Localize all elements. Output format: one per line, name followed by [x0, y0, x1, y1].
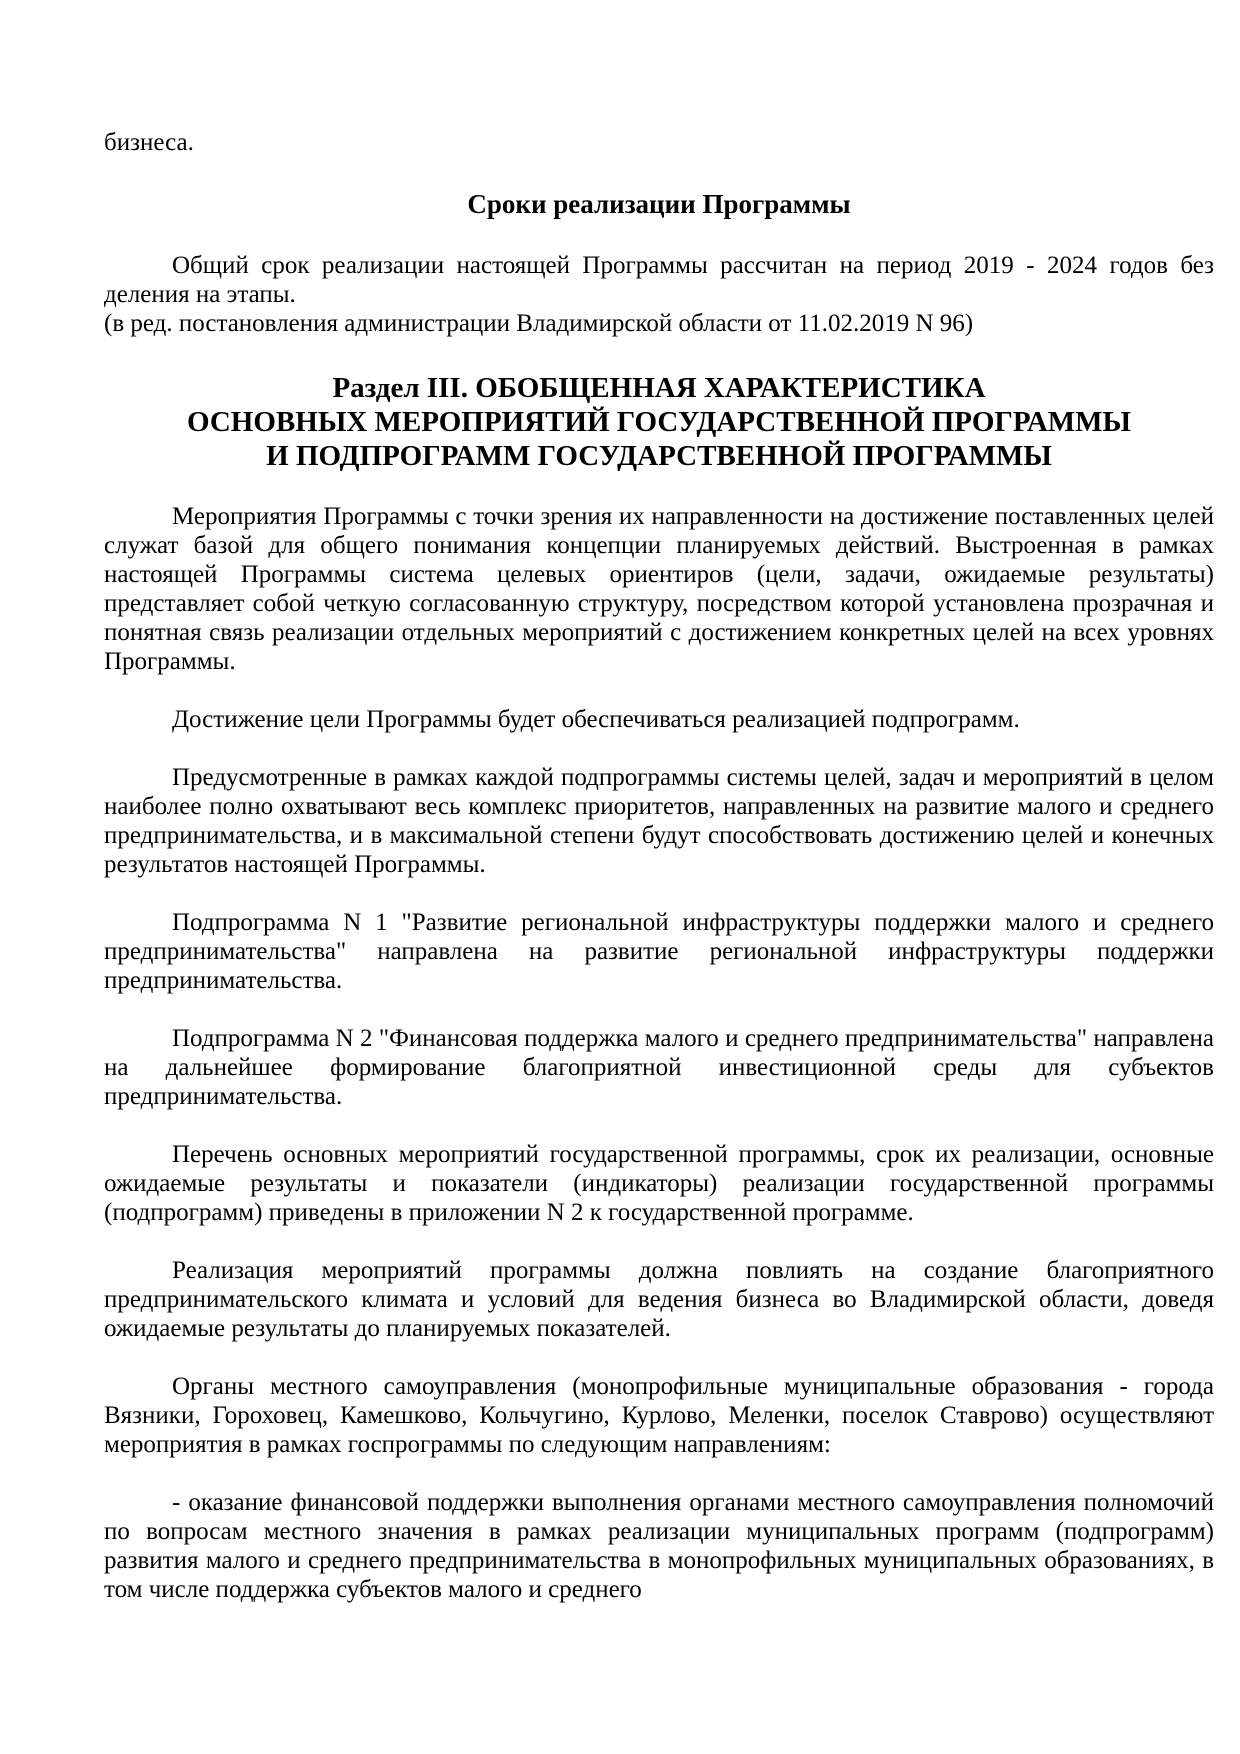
paragraph: Достижение цели Программы будет обеспечиваться реализацией подпрограмм.	[172, 706, 1020, 733]
heading-section-iii	[104, 371, 1214, 473]
paragraph: Органы местного самоуправления (монопрофильные муниципальные образования - города Вязники, Гороховец, Камешково, Кольчугино, Курлово, Меленки, поселок Ставрово) осуществляют мероприятия в рамках госпрограммы по следующим направлениям:	[104, 1373, 1214, 1458]
section-heading-line: ОСНОВНЫХ МЕРОПРИЯТИЙ ГОСУДАРСТВЕННОЙ ПРОГРАММЫ	[186, 406, 1132, 438]
paragraph: Реализация мероприятий программы должна повлиять на создание благоприятного предпринимательского климата и условий для ведения бизнеса во Владимирской области, доведя ожидаемые результаты до планируемых показателей.	[104, 1257, 1214, 1342]
paragraph-fragment-top: бизнеса.	[104, 129, 194, 156]
edit-note: (в ред. постановления администрации Владимирской области от 11.02.2019 N 96)	[104, 310, 974, 337]
paragraph: Подпрограмма N 1 "Развитие региональной инфраструктуры поддержки малого и среднего предпринимательства" направлена на развитие региональной инфраструктуры поддержки предпринимательства.	[104, 909, 1214, 994]
section-heading-line: И ПОДПРОГРАММ ГОСУДАРСТВЕННОЙ ПРОГРАММЫ	[266, 440, 1052, 472]
section-heading-line: Раздел III. ОБОБЩЕННАЯ ХАРАКТЕРИСТИКА	[332, 372, 986, 404]
paragraph: Мероприятия Программы с точки зрения их направленности на достижение поставленных целей служат базой для общего понимания концепции планируемых действий. Выстроенная в рамках настоящей Программы система целевых ориентиров (цели, задачи, ожидаемые результаты) представляет собой четкую согласованную структуру, посредством которой установлена прозрачная и понятная связь реализации отдельных мероприятий с достижением конкретных целей на всех уровнях Программы.	[104, 503, 1214, 675]
paragraph-terms: Общий срок реализации настоящей Программы рассчитан на период 2019 - 2024 годов без деления на этапы.	[104, 252, 1214, 308]
paragraph: - оказание финансовой поддержки выполнения органами местного самоуправления полномочий по вопросам местного значения в рамках реализации муниципальных программ (подпрограмм) развития малого и среднего предпринимательства в монопрофильных муниципальных образованиях, в том числе поддержка субъектов малого и среднего	[104, 1489, 1214, 1603]
paragraph: Перечень основных мероприятий государственной программы, срок их реализации, основные ожидаемые результаты и показатели (индикаторы) реализации государственной программы (подпрограмм) приведены в приложении N 2 к государственной программе.	[104, 1141, 1214, 1226]
paragraph: Предусмотренные в рамках каждой подпрограммы системы целей, задач и мероприятий в целом наиболее полно охватывают весь комплекс приоритетов, направленных на развитие малого и среднего предпринимательства, и в максимальной степени будут способствовать достижению целей и конечных результатов настоящей Программы.	[104, 764, 1214, 878]
heading-program-terms: Сроки реализации Программы	[467, 189, 851, 219]
paragraph: Подпрограмма N 2 "Финансовая поддержка малого и среднего предпринимательства" направлена на дальнейшее формирование благоприятной инвестиционной среды для субъектов предпринимательства.	[104, 1025, 1214, 1110]
